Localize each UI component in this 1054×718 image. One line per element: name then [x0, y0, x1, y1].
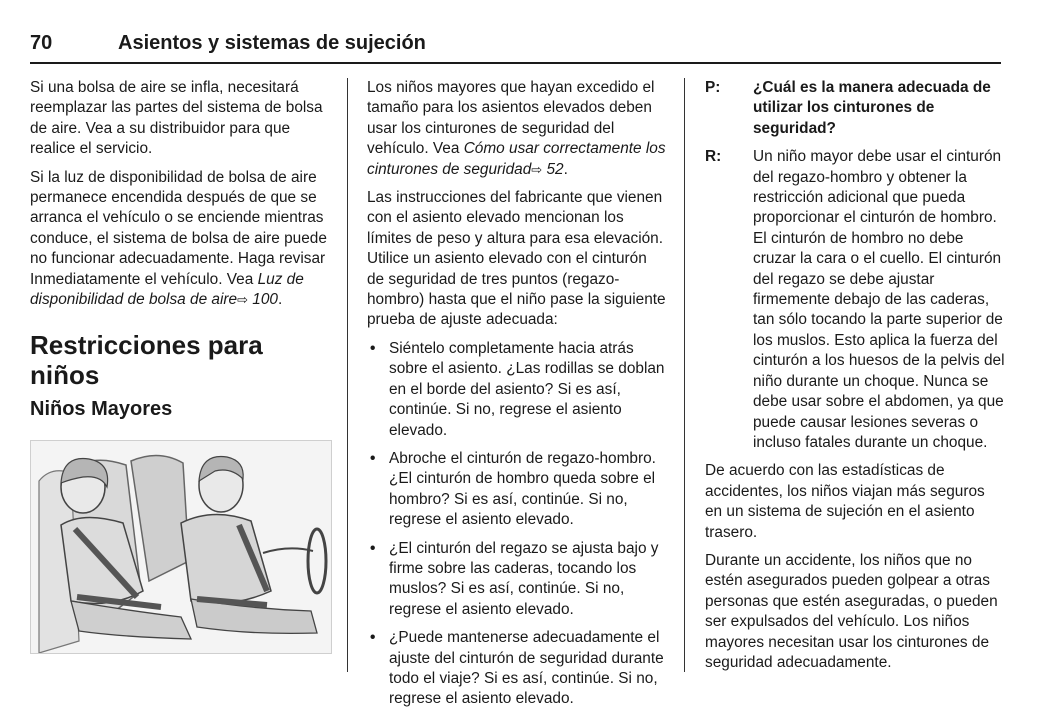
bullet-icon: • [370, 539, 376, 557]
question-block [705, 78, 1005, 139]
reference-page-number[interactable]: 100 [252, 291, 278, 309]
manufacturer-instructions-paragraph: Las instrucciones del fabricante que vienen con el asiento elevado mencionan los límites de peso y altura para esa elevación. Utilice un asiento elevado con el cinturón de seguridad de tres puntos (regazo-hombro) hasta que el niño pase la siguiente prueba de ajuste adecuada: [367, 189, 666, 329]
page-header [30, 30, 1001, 64]
list-item-text: ¿Puede mantenerse adecuadamente el ajuste del cinturón de seguridad durante todo el viaje? Si es así, continúe. Si no, regrese el asiento elevado. [389, 629, 664, 708]
sentence-end: . [277, 291, 283, 309]
main-heading: Restricciones para niños [30, 330, 263, 391]
list-item [367, 339, 667, 441]
airbag-replace-paragraph: Si una bolsa de aire se infla, necesitará reemplazar las partes del sistema de bolsa de aire. Vea a su distribuidor para que realice el servicio. [30, 79, 323, 158]
seatbelt-usage-reference[interactable]: Cómo usar correctamente los cinturones de seguridad [367, 140, 666, 178]
reference-page-number[interactable]: 52 [546, 160, 564, 178]
list-item-text: ¿El cinturón del regazo se ajusta bajo y firme sobre las caderas, tocando los muslos? Si es así, continúe. Si no, regrese el asiento elevado. [389, 539, 659, 618]
column-left [30, 78, 330, 654]
list-item [367, 628, 667, 710]
airbag-light-reference[interactable]: Luz de disponibilidad de bolsa de aire [30, 270, 304, 309]
page-arrow-icon: ⇨ [237, 292, 248, 308]
question-text: ¿Cuál es la manera adecuada de utilizar los cinturones de seguridad? [753, 79, 991, 137]
bullet-icon: • [370, 629, 376, 647]
seated-passengers-image [31, 441, 331, 653]
list-item-text: Siéntelo completamente hacia atrás sobre el asiento. ¿Las rodillas se doblan en el borde del asiento? Si es así, continúe. Si no, regrese el asiento elevado. [389, 339, 665, 439]
bullet-icon: • [370, 339, 376, 357]
column-divider [684, 78, 685, 672]
older-children-paragraph [367, 78, 667, 180]
sentence-end: . [563, 160, 568, 178]
sub-heading: Niños Mayores [30, 398, 173, 421]
page-number: 70 [30, 32, 53, 54]
answer-block [705, 147, 1005, 453]
list-item [367, 539, 667, 621]
answer-text: Un niño mayor debe usar el cinturón del regazo-hombro y obtener la restricción adicional que pueda proporcionar el cinturón de hombro. El cinturón de hombro no debe cruzar la cara o el cuello. El cinturón del regazo se debe ajustar firmemente debajo de las caderas, tan sólo tocando la parte superior de los muslos. Esto aplica la fuerza del cinturón a los huesos de la pelvis del niño durante un choque. Nunca se debe usar sobre el abdomen, ya que puede causar lesiones severas o incluso fatales durante un choque. [753, 148, 1005, 451]
column-divider [347, 78, 348, 672]
question-label: P: [705, 79, 721, 96]
unrestrained-children-paragraph: Durante un accidente, los niños que no estén asegurados pueden golpear a otras personas que estén aseguradas, o pueden ser expulsados del vehículo. Los niños mayores necesitan usar los cinturones de seguridad adecuadamente. [705, 551, 998, 671]
page-arrow-icon: ⇨ [531, 161, 543, 177]
section-title: Asientos y sistemas de sujeción [118, 32, 426, 54]
list-item-text: Abroche el cinturón de regazo-hombro. ¿El cinturón de hombro queda sobre el hombro? Si es así, continúe. Si no, regrese el asiento elevado. [389, 449, 656, 529]
fit-test-list [367, 339, 667, 710]
airbag-light-paragraph [30, 168, 330, 311]
column-middle [367, 78, 667, 718]
older-children-text: Los niños mayores que hayan excedido el tamaño para los asientos elevados deben usar los cinturones de seguridad del vehículo. Vea [367, 79, 655, 158]
answer-label: R: [705, 148, 722, 166]
column-right [705, 78, 1005, 681]
bullet-icon: • [370, 449, 376, 467]
seatbelt-illustration [30, 440, 332, 654]
airbag-light-text: Si la luz de disponibilidad de bolsa de aire permanece encendida después de que se arranca el vehículo o se enciende mientras conduce, el sistema de bolsa de aire puede no funcionar adecuadamente. Haga revisar Inmediatamente el vehículo. Vea [30, 168, 327, 288]
accident-statistics-paragraph: De acuerdo con las estadísticas de accidentes, los niños viajan más seguros en un sistema de sujeción en el asiento trasero. [705, 462, 985, 541]
list-item [367, 449, 667, 531]
